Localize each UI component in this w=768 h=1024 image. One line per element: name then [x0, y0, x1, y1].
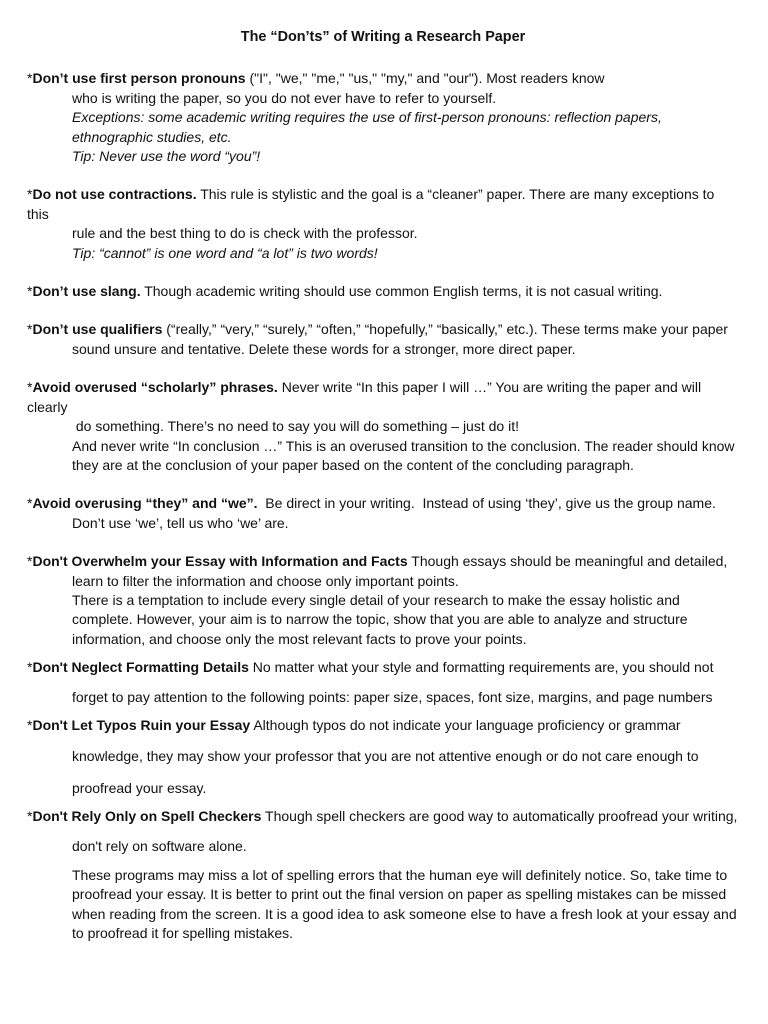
rule-exception: Exceptions: some academic writing requires the use of first-person pronouns: reflection papers, ethnographic studies, etc.: [72, 109, 662, 145]
rule-lead: [27, 320, 739, 339]
rule-lead-text: Though spell checkers are good way to automatically proofread your writing,: [261, 808, 738, 825]
rule-lead: [27, 716, 739, 735]
rule-heading: Don’t use first person pronouns: [32, 70, 246, 87]
rule-lead: [27, 494, 739, 513]
rule-heading: Don’t use qualifiers: [32, 321, 163, 338]
rule-typos: [27, 716, 739, 798]
rule-line: rule and the best thing to do is check with the professor.: [72, 225, 418, 242]
rule-lead-text: No matter what your style and formatting requirements are, you should not: [248, 659, 714, 676]
document-page: [27, 28, 739, 944]
rule-first-person: [27, 69, 739, 166]
rule-lead: [27, 282, 739, 301]
rule-heading: Don't Let Typos Ruin your Essay: [32, 716, 251, 733]
bullet: *: [27, 186, 33, 203]
rule-line: proofread your essay.: [72, 779, 207, 796]
rule-heading: Don’t use slang.: [32, 283, 141, 300]
rule-line: There is a temptation to include every single detail of your research to make the essay holistic and complete. However, your aim is to narrow the topic, show that you are able to analyze and structure information, and choose only the most relevant facts to prove your points.: [72, 591, 688, 647]
rule-line: forget to pay attention to the following points: paper size, spaces, font size, margins, and page numbers: [72, 688, 713, 705]
rule-formatting: [27, 658, 739, 707]
rule-heading: Avoid overused “scholarly” phrases.: [32, 379, 278, 396]
rule-information-facts: [27, 552, 739, 649]
rule-tip: Tip: “cannot” is one word and “a lot” is two words!: [72, 244, 378, 261]
rule-line: who is writing the paper, so you do not ever have to refer to yourself.: [72, 89, 497, 106]
rule-lead-text: (“really,” “very,” “surely,” “often,” “hopefully,” “basically,” etc.). These terms make your paper: [162, 321, 728, 338]
rule-scholarly-phrases: [27, 378, 739, 475]
rule-they-we: [27, 494, 739, 533]
bullet: *: [27, 808, 33, 825]
rule-lead: [27, 552, 739, 571]
document-title: The “Don’ts” of Writing a Research Paper: [240, 29, 526, 45]
bullet: *: [27, 283, 33, 300]
rule-heading: Avoid overusing “they” and “we”.: [32, 495, 258, 512]
rule-line: knowledge, they may show your professor that you are not attentive enough or do not care enough to: [72, 748, 699, 765]
rule-lead: [27, 378, 739, 417]
rule-lead-text: Although typos do not indicate your language proficiency or grammar: [250, 716, 681, 733]
rule-line: And never write “In conclusion …” This is an overused transition to the conclusion. The reader should know they are at the conclusion of your paper based on the content of the concluding paragraph.: [72, 437, 735, 473]
rule-lead: [27, 658, 739, 677]
rule-lead-text: Though academic writing should use common English terms, it is not casual writing.: [140, 283, 663, 300]
bullet: *: [27, 716, 33, 733]
bullet: *: [27, 495, 33, 512]
rule-line: These programs may miss a lot of spelling errors that the human eye will definitely notice. So, take time to proofread your essay. It is better to print out the final version on paper as spelling mistakes can be missed when reading from the screen. It is a good idea to ask someone else to have a fresh look at your essay and to proofread it for spelling mistakes.: [72, 867, 737, 942]
rule-contractions: [27, 185, 739, 263]
rule-qualifiers: [27, 320, 739, 359]
bullet: *: [27, 321, 33, 338]
rule-lead-text: ("I", "we," "me," "us," "my," and "our"). Most readers know: [245, 70, 605, 87]
rule-lead: [27, 807, 739, 826]
rule-lead-text: Never write “In this paper I will …” You are writing the paper and will clearly: [27, 379, 702, 415]
rule-slang: [27, 282, 739, 301]
rule-lead-text: Though essays should be meaningful and detailed,: [407, 553, 728, 570]
rule-tip: Tip: Never use the word “you”!: [72, 148, 261, 165]
rule-heading: Don't Overwhelm your Essay with Information and Facts: [32, 553, 408, 570]
rule-line: sound unsure and tentative. Delete these words for a stronger, more direct paper.: [72, 340, 576, 357]
rule-lead-text: Be direct in your writing. Instead of using ‘they’, give us the group name.: [257, 495, 716, 512]
bullet: *: [27, 70, 33, 87]
rule-heading: Do not use contractions.: [32, 186, 197, 203]
rule-spell-checkers: [27, 807, 739, 943]
rule-heading: Don't Rely Only on Spell Checkers: [32, 808, 262, 825]
rule-lead: [27, 185, 739, 224]
bullet: *: [27, 379, 33, 396]
rule-heading: Don't Neglect Formatting Details: [32, 659, 249, 676]
rule-line: Don’t use ‘we’, tell us who ‘we’ are.: [72, 514, 289, 531]
bullet: *: [27, 553, 33, 570]
rule-line: don't rely on software alone.: [72, 837, 247, 854]
rule-line: do something. There’s no need to say you will do something – just do it!: [72, 418, 519, 435]
rule-lead-text: This rule is stylistic and the goal is a “cleaner” paper. There are many exceptions to this: [27, 186, 715, 222]
rule-lead: [27, 69, 739, 88]
bullet: *: [27, 659, 33, 676]
rule-line: learn to filter the information and choose only important points.: [72, 572, 459, 589]
